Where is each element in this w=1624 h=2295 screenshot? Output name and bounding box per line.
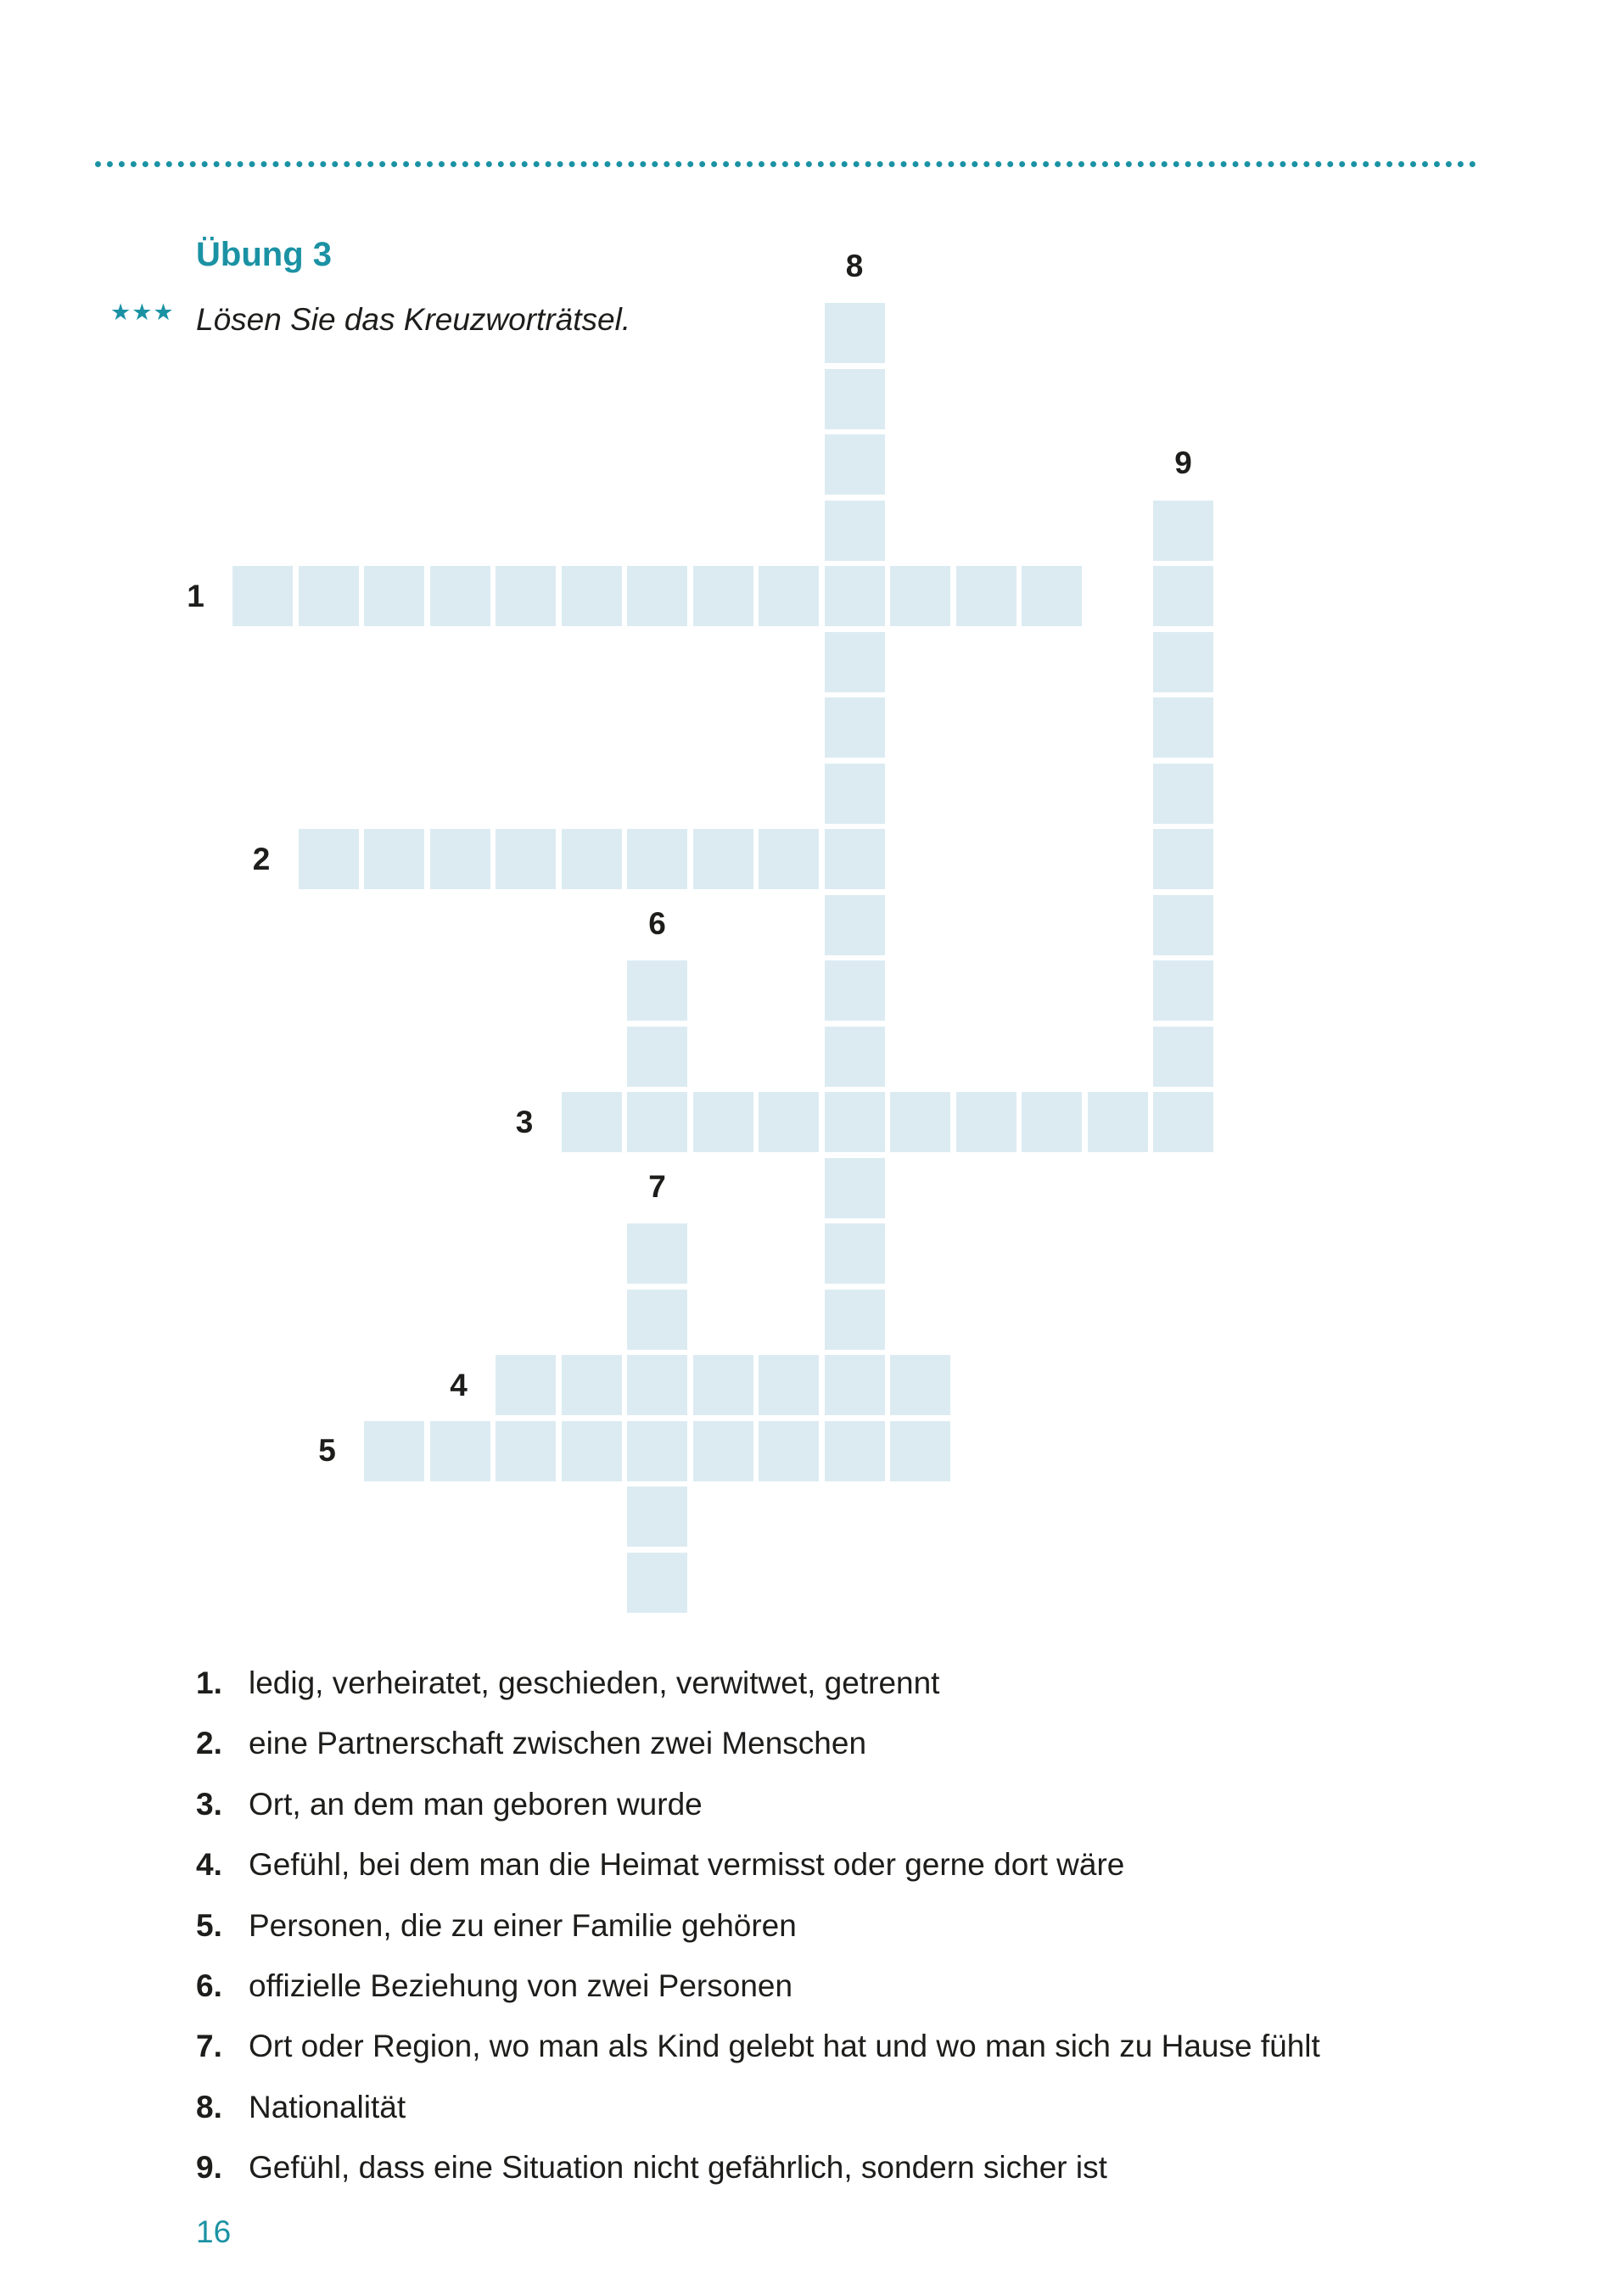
crossword-cell-input[interactable] — [299, 566, 359, 626]
crossword-cell-input[interactable] — [562, 1092, 622, 1152]
crossword-cell[interactable] — [1153, 1092, 1213, 1152]
crossword-cell-input[interactable] — [693, 566, 753, 626]
crossword-cell[interactable] — [627, 1092, 687, 1152]
clue-list — [196, 1653, 1320, 2198]
clue-text: ledig, verheiratet, geschieden, verwitwet, getrennt — [249, 1665, 940, 1700]
crossword-cell-input[interactable] — [627, 566, 687, 626]
crossword-cell[interactable] — [825, 632, 885, 692]
clue-number: 9. — [196, 2150, 222, 2186]
crossword-cell-input[interactable] — [430, 566, 490, 626]
crossword-cell[interactable] — [627, 1355, 687, 1415]
crossword-cell[interactable] — [627, 1290, 687, 1350]
crossword-cell-input[interactable] — [693, 1421, 753, 1481]
crossword-cell[interactable] — [627, 960, 687, 1021]
crossword-cell[interactable] — [693, 1355, 753, 1415]
crossword-cell-input[interactable] — [759, 1355, 819, 1415]
clue-item — [196, 1956, 1320, 2016]
crossword-cell[interactable] — [825, 697, 885, 758]
crossword-cell[interactable] — [1022, 1092, 1082, 1152]
crossword-cell-input[interactable] — [825, 566, 885, 626]
crossword-cell[interactable] — [627, 1553, 687, 1613]
crossword-cell[interactable] — [825, 1223, 885, 1284]
crossword-cell-input[interactable] — [1153, 829, 1213, 889]
crossword-cell-input[interactable] — [562, 1355, 622, 1415]
clue-item — [196, 1774, 1320, 1834]
crossword-cell[interactable] — [759, 1092, 819, 1152]
crossword-cell-input[interactable] — [825, 764, 885, 824]
crossword-cell-input[interactable] — [364, 1421, 424, 1481]
crossword-cell-input[interactable] — [825, 369, 885, 429]
crossword-cell-input[interactable] — [627, 1092, 687, 1152]
crossword-cell-input[interactable] — [496, 566, 556, 626]
crossword-cell[interactable] — [1153, 764, 1213, 824]
clue-number-label: 5 — [318, 1433, 336, 1468]
crossword-cell[interactable] — [825, 764, 885, 824]
crossword-cell-input[interactable] — [825, 434, 885, 495]
clue-text: Gefühl, dass eine Situation nicht gefährlich, sondern sicher ist — [249, 2150, 1107, 2186]
crossword-cell-input[interactable] — [759, 829, 819, 889]
clue-item — [196, 1653, 1320, 1713]
clue-item — [196, 1713, 1320, 1773]
difficulty-stars-icon: ★★★ — [110, 299, 175, 325]
clue-number: 4. — [196, 1847, 222, 1883]
crossword-cell[interactable] — [890, 1092, 950, 1152]
crossword-cell[interactable] — [825, 1290, 885, 1350]
crossword-cell[interactable] — [890, 566, 950, 626]
clue-number-label: 3 — [515, 1104, 534, 1139]
clue-text: Ort oder Region, wo man als Kind gelebt hat und wo man sich zu Hause fühlt — [249, 2029, 1320, 2064]
crossword-cell[interactable] — [1153, 895, 1213, 955]
crossword-cell[interactable] — [825, 829, 885, 889]
crossword-cell[interactable] — [890, 1421, 950, 1481]
crossword-cell[interactable] — [496, 1421, 556, 1481]
clue-number-label: 1 — [187, 578, 204, 613]
crossword-cell-input[interactable] — [956, 1092, 1016, 1152]
crossword-cell-input[interactable] — [825, 697, 885, 758]
crossword-cell-input[interactable] — [496, 1355, 556, 1415]
clue-number: 6. — [196, 1968, 222, 2003]
crossword-cell-input[interactable] — [825, 632, 885, 692]
crossword-cell[interactable] — [1153, 1027, 1213, 1087]
crossword-cell[interactable] — [890, 1355, 950, 1415]
crossword-cell-input[interactable] — [1153, 895, 1213, 955]
crossword-cell-input[interactable] — [299, 829, 359, 889]
crossword-cell[interactable] — [496, 829, 556, 889]
clue-number: 1. — [196, 1665, 222, 1700]
crossword-cell-input[interactable] — [496, 1421, 556, 1481]
crossword-cell-input[interactable] — [825, 1158, 885, 1218]
crossword-cell[interactable] — [1153, 960, 1213, 1021]
crossword-cell-input[interactable] — [364, 829, 424, 889]
clue-number: 8. — [196, 2089, 222, 2124]
crossword-cell[interactable] — [1153, 566, 1213, 626]
crossword-cell-input[interactable] — [693, 1092, 753, 1152]
crossword-cell[interactable] — [956, 566, 1016, 626]
crossword-cell[interactable] — [825, 1355, 885, 1415]
crossword-cell-input[interactable] — [825, 501, 885, 561]
clue-item — [196, 2137, 1320, 2197]
crossword-cell-input[interactable] — [890, 1355, 950, 1415]
crossword-cell[interactable] — [562, 829, 622, 889]
exercise-title: Übung 3 — [196, 236, 332, 273]
crossword-cell-input[interactable] — [825, 1421, 885, 1481]
crossword-cell[interactable] — [825, 566, 885, 626]
crossword-cell[interactable] — [562, 1092, 622, 1152]
crossword-cell[interactable] — [627, 1486, 687, 1547]
crossword-cell-input[interactable] — [693, 829, 753, 889]
crossword-cell[interactable] — [627, 566, 687, 626]
crossword-cell-input[interactable] — [1153, 960, 1213, 1021]
crossword-cell[interactable] — [693, 1421, 753, 1481]
crossword-cell-input[interactable] — [759, 566, 819, 626]
crossword-cell-input[interactable] — [1088, 1092, 1148, 1152]
crossword-cell[interactable] — [693, 1092, 753, 1152]
crossword-cell-input[interactable] — [890, 1092, 950, 1152]
clue-text: Ort, an dem man geboren wurde — [249, 1786, 703, 1822]
crossword-cell[interactable] — [430, 1421, 490, 1481]
crossword-cell-input[interactable] — [759, 1421, 819, 1481]
crossword-cell-input[interactable] — [364, 566, 424, 626]
crossword-cell-input[interactable] — [1153, 566, 1213, 626]
crossword-cell[interactable] — [759, 1421, 819, 1481]
clue-number: 3. — [196, 1786, 222, 1822]
crossword-cell[interactable] — [299, 829, 359, 889]
crossword-cell[interactable] — [364, 1421, 424, 1481]
crossword-cell[interactable] — [825, 960, 885, 1021]
crossword-cell[interactable] — [1153, 632, 1213, 692]
crossword-cell-input[interactable] — [430, 829, 490, 889]
clue-item — [196, 1834, 1320, 1895]
exercise-instruction: Lösen Sie das Kreuzworträtsel. — [196, 302, 631, 337]
crossword-cell[interactable] — [759, 829, 819, 889]
crossword-cell[interactable] — [825, 1158, 885, 1218]
crossword-cell-input[interactable] — [825, 1092, 885, 1152]
crossword-cell-input[interactable] — [759, 1092, 819, 1152]
crossword-cell-input[interactable] — [627, 960, 687, 1021]
crossword-cell[interactable] — [1153, 829, 1213, 889]
crossword-cell-input[interactable] — [627, 1223, 687, 1284]
crossword-cell[interactable] — [364, 566, 424, 626]
crossword-cell-input[interactable] — [890, 1421, 950, 1481]
crossword-cell[interactable] — [693, 829, 753, 889]
crossword-cell[interactable] — [825, 1421, 885, 1481]
crossword-cell[interactable] — [1022, 566, 1082, 626]
crossword-cell[interactable] — [232, 566, 293, 626]
crossword-cell[interactable] — [759, 566, 819, 626]
clue-number-label: 7 — [648, 1168, 666, 1204]
crossword-cell[interactable] — [825, 895, 885, 955]
crossword-cell-input[interactable] — [562, 829, 622, 889]
crossword-cell[interactable] — [825, 1027, 885, 1087]
crossword-cell-input[interactable] — [627, 1355, 687, 1415]
crossword-cell[interactable] — [627, 829, 687, 889]
clue-text: eine Partnerschaft zwischen zwei Menschen — [249, 1726, 867, 1761]
crossword-cell-input[interactable] — [825, 1223, 885, 1284]
crossword-cell-input[interactable] — [1153, 501, 1213, 561]
clue-number-label: 2 — [252, 841, 271, 876]
crossword-cell-input[interactable] — [627, 829, 687, 889]
clue-number-label: 6 — [648, 905, 666, 941]
clue-text: Nationalität — [249, 2089, 406, 2124]
crossword-cell-input[interactable] — [627, 1027, 687, 1087]
clue-item — [196, 2016, 1320, 2076]
crossword-cell-input[interactable] — [627, 1553, 687, 1613]
crossword-cell-input[interactable] — [1022, 1092, 1082, 1152]
clue-number: 7. — [196, 2029, 222, 2064]
crossword-cell[interactable] — [1153, 501, 1213, 561]
crossword-cell-input[interactable] — [562, 1421, 622, 1481]
crossword-cell-input[interactable] — [825, 1355, 885, 1415]
crossword-cell-input[interactable] — [825, 303, 885, 363]
crossword-cell-input[interactable] — [627, 1421, 687, 1481]
crossword-cell-input[interactable] — [1153, 1027, 1213, 1087]
crossword-cell-input[interactable] — [825, 829, 885, 889]
crossword-cell-input[interactable] — [825, 1027, 885, 1087]
crossword-cell[interactable] — [1088, 1092, 1148, 1152]
clue-number-label: 9 — [1174, 445, 1192, 481]
crossword-cell[interactable] — [825, 303, 885, 363]
crossword-cell-input[interactable] — [825, 1290, 885, 1350]
crossword-cell[interactable] — [825, 1092, 885, 1152]
crossword-cell[interactable] — [496, 566, 556, 626]
clue-text: offizielle Beziehung von zwei Personen — [249, 1968, 793, 2003]
clue-number-label: 8 — [845, 248, 864, 283]
crossword-cell-input[interactable] — [825, 895, 885, 955]
crossword-cell[interactable] — [693, 566, 753, 626]
crossword-cell[interactable] — [759, 1355, 819, 1415]
crossword-cell-input[interactable] — [1022, 566, 1082, 626]
crossword-cell[interactable] — [562, 1421, 622, 1481]
crossword-cell[interactable] — [562, 1355, 622, 1415]
crossword-cell[interactable] — [627, 1421, 687, 1481]
crossword-cell[interactable] — [1153, 697, 1213, 758]
crossword-cell[interactable] — [299, 566, 359, 626]
crossword-cell[interactable] — [825, 434, 885, 495]
crossword-cell[interactable] — [364, 829, 424, 889]
crossword-cell-input[interactable] — [1153, 1092, 1213, 1152]
crossword-cell-input[interactable] — [627, 1290, 687, 1350]
crossword-cell-input[interactable] — [496, 829, 556, 889]
crossword-cell-input[interactable] — [956, 566, 1016, 626]
crossword-cell-input[interactable] — [890, 566, 950, 626]
clue-item — [196, 2077, 1320, 2137]
crossword-cell[interactable] — [496, 1355, 556, 1415]
crossword-cell-input[interactable] — [627, 1486, 687, 1547]
crossword-cell-input[interactable] — [693, 1355, 753, 1415]
crossword-cell-input[interactable] — [232, 566, 293, 626]
crossword-cell[interactable] — [825, 369, 885, 429]
crossword-cell-input[interactable] — [1153, 632, 1213, 692]
crossword-cell-input[interactable] — [562, 566, 622, 626]
crossword-cell[interactable] — [562, 566, 622, 626]
crossword-cell[interactable] — [430, 829, 490, 889]
clue-text: Gefühl, bei dem man die Heimat vermisst oder gerne dort wäre — [249, 1847, 1125, 1883]
crossword-cell[interactable] — [627, 1223, 687, 1284]
clue-number-label: 4 — [450, 1367, 468, 1402]
crossword-cell[interactable] — [430, 566, 490, 626]
crossword-cell-input[interactable] — [430, 1421, 490, 1481]
clue-number: 5. — [196, 1907, 222, 1943]
crossword-cell[interactable] — [956, 1092, 1016, 1152]
crossword-cell-input[interactable] — [825, 960, 885, 1021]
crossword-cell-input[interactable] — [1153, 764, 1213, 824]
crossword-cell[interactable] — [825, 501, 885, 561]
crossword-cell[interactable] — [627, 1027, 687, 1087]
page-number: 16 — [196, 2214, 232, 2249]
clue-item — [196, 1895, 1320, 1956]
dotted-divider — [95, 161, 1476, 167]
clue-number: 2. — [196, 1726, 222, 1761]
crossword-cell-input[interactable] — [1153, 697, 1213, 758]
clue-text: Personen, die zu einer Familie gehören — [249, 1907, 797, 1943]
